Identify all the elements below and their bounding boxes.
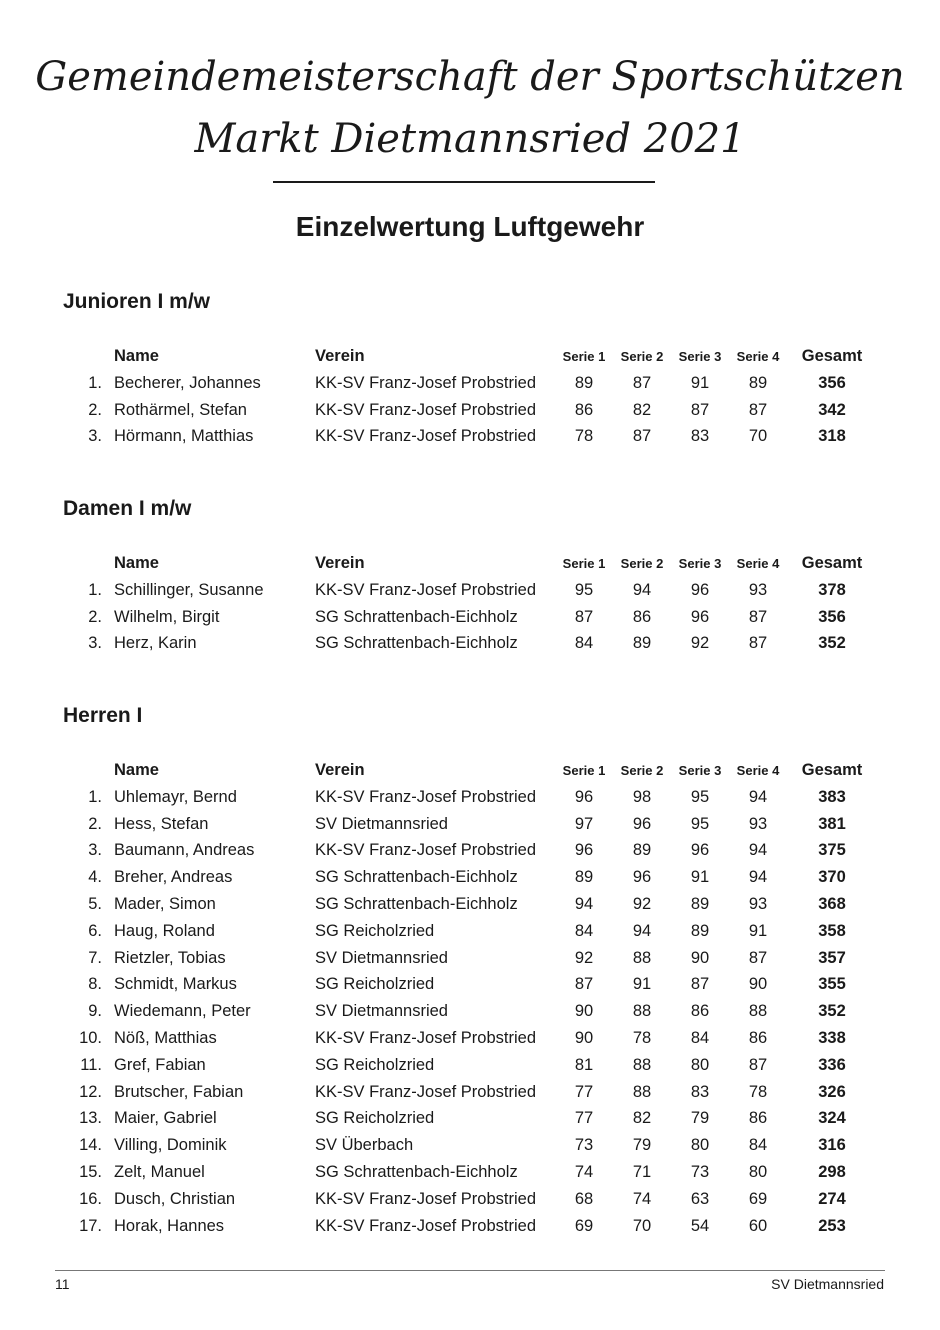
column-header-serie-2: Serie 2: [620, 763, 664, 778]
cell-total: 378: [818, 580, 846, 599]
cell-total: 357: [818, 948, 846, 967]
cell-serie-1: 81: [574, 1055, 594, 1074]
page-number: 11: [55, 1276, 70, 1292]
column-header-name: Name: [114, 347, 159, 365]
cell-serie-2: 94: [632, 580, 652, 599]
table-row: [0, 577, 940, 604]
table-row: [0, 397, 940, 424]
cell-club: SV Dietmannsried: [315, 948, 448, 967]
cell-serie-4: 93: [748, 814, 768, 833]
cell-name: Gref, Fabian: [114, 1055, 206, 1074]
cell-serie-1: 74: [574, 1163, 594, 1181]
cell-serie-4: 87: [748, 400, 768, 419]
cell-serie-1: 73: [574, 1136, 594, 1155]
table-row: [0, 811, 940, 838]
cell-serie-3: 95: [690, 814, 710, 833]
cell-serie-1: 90: [574, 1029, 594, 1047]
cell-serie-3: 84: [690, 1029, 710, 1047]
cell-rank: 12.: [79, 1082, 102, 1101]
cell-name: Wilhelm, Birgit: [114, 607, 220, 626]
page-title-line2: Markt Dietmannsried 2021: [194, 116, 746, 162]
cell-serie-3: 91: [690, 373, 710, 392]
column-header-club: Verein: [315, 761, 365, 779]
table-row: [0, 1105, 940, 1132]
cell-rank: 14.: [79, 1136, 102, 1155]
cell-rank: 2.: [88, 814, 102, 833]
cell-total: 338: [818, 1029, 846, 1047]
footer-divider: [55, 1270, 885, 1271]
cell-serie-4: 87: [748, 1055, 768, 1074]
cell-serie-2: 82: [632, 400, 652, 419]
cell-club: SG Schrattenbach-Eichholz: [315, 1163, 518, 1181]
table-header-row: [0, 343, 940, 370]
table-row: [0, 891, 940, 918]
cell-rank: 9.: [88, 1002, 102, 1021]
cell-name: Rothärmel, Stefan: [114, 400, 247, 419]
cell-serie-4: 89: [748, 373, 768, 392]
cell-serie-3: 73: [690, 1163, 710, 1181]
cell-serie-4: 87: [748, 948, 768, 967]
cell-rank: 2.: [88, 607, 102, 626]
title-divider: [273, 181, 655, 183]
cell-total: 352: [818, 634, 846, 653]
cell-serie-4: 69: [748, 1189, 768, 1208]
cell-serie-2: 89: [632, 634, 652, 653]
cell-serie-3: 79: [690, 1109, 710, 1128]
cell-club: KK-SV Franz-Josef Probstried: [315, 787, 536, 806]
cell-serie-2: 74: [632, 1189, 652, 1208]
cell-club: SV Überbach: [315, 1136, 414, 1155]
cell-serie-2: 91: [632, 975, 652, 994]
cell-name: Hörmann, Matthias: [114, 427, 254, 446]
cell-serie-2: 70: [632, 1216, 652, 1235]
cell-serie-3: 92: [690, 634, 710, 653]
table-row: [0, 630, 940, 657]
cell-serie-3: 80: [690, 1055, 710, 1074]
cell-serie-2: 71: [632, 1163, 652, 1181]
cell-total: 383: [818, 787, 846, 806]
cell-club: KK-SV Franz-Josef Probstried: [315, 1082, 536, 1101]
cell-serie-2: 78: [632, 1029, 652, 1047]
table-row: [0, 1025, 940, 1052]
table-row: [0, 1079, 940, 1106]
cell-total: 368: [818, 895, 846, 913]
cell-total: 298: [818, 1163, 846, 1181]
cell-serie-3: 90: [690, 948, 710, 967]
footer-club-name: SV Dietmannsried: [771, 1276, 884, 1292]
cell-serie-3: 89: [690, 921, 710, 940]
cell-serie-3: 91: [690, 868, 710, 887]
column-header-serie-4: Serie 4: [736, 556, 780, 571]
cell-serie-4: 87: [748, 634, 768, 653]
cell-serie-2: 94: [632, 921, 652, 940]
cell-rank: 3.: [88, 427, 102, 446]
cell-total: 274: [818, 1189, 846, 1208]
cell-total: 355: [818, 975, 846, 994]
cell-club: KK-SV Franz-Josef Probstried: [315, 373, 536, 392]
cell-name: Zelt, Manuel: [114, 1163, 205, 1181]
column-header-serie-4: Serie 4: [736, 349, 780, 364]
cell-serie-1: 89: [574, 373, 594, 392]
cell-rank: 1.: [88, 373, 102, 392]
cell-serie-2: 87: [632, 373, 652, 392]
page-subtitle: Einzelwertung Luftgewehr: [295, 211, 645, 242]
cell-serie-1: 97: [574, 814, 594, 833]
cell-rank: 1.: [88, 787, 102, 806]
cell-serie-1: 89: [574, 868, 594, 887]
cell-name: Brutscher, Fabian: [114, 1082, 244, 1101]
column-header-club: Verein: [315, 347, 365, 365]
cell-total: 352: [818, 1002, 846, 1021]
cell-club: SG Reicholzried: [315, 1109, 435, 1128]
table-header-row: [0, 757, 940, 784]
cell-club: KK-SV Franz-Josef Probstried: [315, 841, 536, 860]
cell-serie-4: 78: [748, 1082, 768, 1101]
cell-club: KK-SV Franz-Josef Probstried: [315, 1216, 536, 1235]
cell-serie-3: 96: [690, 580, 710, 599]
cell-serie-4: 93: [748, 580, 768, 599]
cell-total: 356: [818, 373, 846, 392]
cell-serie-1: 69: [574, 1216, 594, 1235]
cell-name: Schillinger, Susanne: [114, 580, 264, 599]
table-row: [0, 998, 940, 1025]
cell-name: Horak, Hannes: [114, 1216, 225, 1235]
section-title: Junioren I m/w: [63, 290, 211, 313]
column-header-serie-1: Serie 1: [562, 763, 606, 778]
column-header-serie-3: Serie 3: [678, 556, 722, 571]
cell-club: SG Schrattenbach-Eichholz: [315, 634, 518, 653]
column-header-serie-1: Serie 1: [562, 556, 606, 571]
cell-rank: 2.: [88, 400, 102, 419]
cell-serie-2: 87: [632, 427, 652, 446]
column-header-serie-1: Serie 1: [562, 349, 606, 364]
cell-serie-3: 87: [690, 975, 710, 994]
cell-serie-3: 63: [690, 1189, 710, 1208]
cell-serie-3: 83: [690, 1082, 710, 1101]
table-row: [0, 945, 940, 972]
cell-club: KK-SV Franz-Josef Probstried: [315, 1189, 536, 1208]
cell-name: Hess, Stefan: [114, 814, 209, 833]
cell-serie-2: 89: [632, 841, 652, 860]
table-row: [0, 1159, 940, 1186]
cell-serie-2: 86: [632, 607, 652, 626]
cell-total: 358: [818, 921, 846, 940]
cell-name: Schmidt, Markus: [114, 975, 237, 994]
cell-serie-4: 94: [748, 841, 768, 860]
cell-rank: 17.: [79, 1216, 102, 1235]
cell-club: SG Schrattenbach-Eichholz: [315, 895, 518, 913]
cell-total: 318: [818, 427, 846, 446]
cell-serie-2: 88: [632, 1055, 652, 1074]
cell-club: SG Reicholzried: [315, 975, 435, 994]
section-title: Damen I m/w: [63, 497, 192, 520]
table-row: [0, 837, 940, 864]
cell-serie-2: 96: [632, 814, 652, 833]
cell-serie-1: 77: [574, 1082, 594, 1101]
cell-rank: 6.: [88, 921, 102, 940]
cell-serie-4: 87: [748, 607, 768, 626]
cell-serie-3: 87: [690, 400, 710, 419]
cell-serie-4: 90: [748, 975, 768, 994]
cell-rank: 15.: [79, 1163, 102, 1181]
cell-serie-4: 88: [748, 1002, 768, 1021]
cell-club: SG Reicholzried: [315, 1055, 435, 1074]
column-header-total: Gesamt: [801, 347, 863, 365]
cell-rank: 16.: [79, 1189, 102, 1208]
cell-serie-3: 89: [690, 895, 710, 913]
cell-rank: 4.: [88, 868, 102, 887]
cell-name: Wiedemann, Peter: [114, 1002, 251, 1021]
cell-serie-1: 84: [574, 634, 594, 653]
cell-name: Herz, Karin: [114, 634, 197, 653]
column-header-name: Name: [114, 554, 159, 572]
cell-serie-2: 98: [632, 787, 652, 806]
section-title: Herren I: [63, 704, 143, 727]
cell-name: Dusch, Christian: [114, 1189, 236, 1208]
cell-serie-3: 96: [690, 607, 710, 626]
cell-serie-2: 88: [632, 1002, 652, 1021]
cell-serie-1: 87: [574, 607, 594, 626]
table-row: [0, 918, 940, 945]
cell-club: SV Dietmannsried: [315, 1002, 448, 1021]
cell-serie-2: 88: [632, 948, 652, 967]
cell-serie-1: 96: [574, 841, 594, 860]
cell-name: Mader, Simon: [114, 895, 216, 913]
cell-rank: 10.: [79, 1029, 102, 1047]
cell-total: 342: [818, 400, 846, 419]
table-row: [0, 1213, 940, 1240]
cell-total: 370: [818, 868, 846, 887]
table-row: [0, 1132, 940, 1159]
cell-serie-2: 92: [632, 895, 652, 913]
cell-total: 336: [818, 1055, 846, 1074]
cell-club: SV Dietmannsried: [315, 814, 448, 833]
cell-serie-1: 77: [574, 1109, 594, 1128]
cell-serie-1: 90: [574, 1002, 594, 1021]
cell-serie-1: 96: [574, 787, 594, 806]
cell-total: 316: [818, 1136, 846, 1155]
column-header-total: Gesamt: [801, 554, 863, 572]
cell-total: 253: [818, 1216, 846, 1235]
table-row: [0, 971, 940, 998]
cell-serie-2: 82: [632, 1109, 652, 1128]
cell-serie-1: 68: [574, 1189, 594, 1208]
cell-serie-1: 78: [574, 427, 594, 446]
table-row: [0, 1052, 940, 1079]
cell-name: Villing, Dominik: [114, 1136, 227, 1155]
cell-total: 326: [818, 1082, 846, 1101]
cell-name: Breher, Andreas: [114, 868, 233, 887]
cell-serie-4: 80: [748, 1163, 768, 1181]
column-header-serie-3: Serie 3: [678, 349, 722, 364]
cell-total: 375: [818, 841, 846, 860]
cell-club: KK-SV Franz-Josef Probstried: [315, 427, 536, 446]
cell-serie-4: 60: [748, 1216, 768, 1235]
table-header-row: [0, 550, 940, 577]
cell-serie-3: 95: [690, 787, 710, 806]
column-header-total: Gesamt: [801, 761, 863, 779]
column-header-serie-4: Serie 4: [736, 763, 780, 778]
cell-serie-4: 84: [748, 1136, 768, 1155]
cell-total: 356: [818, 607, 846, 626]
cell-serie-2: 88: [632, 1082, 652, 1101]
cell-serie-4: 93: [748, 895, 768, 913]
cell-club: SG Schrattenbach-Eichholz: [315, 607, 518, 626]
cell-serie-2: 96: [632, 868, 652, 887]
table-row: [0, 864, 940, 891]
cell-rank: 1.: [88, 580, 102, 599]
cell-name: Uhlemayr, Bernd: [114, 787, 237, 806]
page-title-line1: Gemeindemeisterschaft der Sportschützen: [35, 54, 905, 100]
cell-name: Rietzler, Tobias: [114, 948, 226, 967]
cell-serie-1: 86: [574, 400, 594, 419]
cell-serie-4: 94: [748, 787, 768, 806]
cell-serie-4: 70: [748, 427, 768, 446]
cell-serie-3: 80: [690, 1136, 710, 1155]
cell-serie-2: 79: [632, 1136, 652, 1155]
cell-club: SG Reicholzried: [315, 921, 435, 940]
cell-rank: 3.: [88, 841, 102, 860]
cell-rank: 11.: [80, 1055, 102, 1074]
cell-serie-4: 86: [748, 1029, 768, 1047]
table-row: [0, 604, 940, 631]
table-row: [0, 1186, 940, 1213]
cell-serie-4: 94: [748, 868, 768, 887]
cell-club: KK-SV Franz-Josef Probstried: [315, 400, 536, 419]
column-header-name: Name: [114, 761, 159, 779]
column-header-club: Verein: [315, 554, 365, 572]
cell-name: Haug, Roland: [114, 921, 215, 940]
cell-serie-4: 86: [748, 1109, 768, 1128]
cell-serie-3: 83: [690, 427, 710, 446]
cell-serie-1: 92: [574, 948, 594, 967]
cell-serie-3: 96: [690, 841, 710, 860]
cell-serie-4: 91: [748, 921, 768, 940]
cell-serie-1: 87: [574, 975, 594, 994]
cell-serie-1: 95: [574, 580, 594, 599]
cell-serie-3: 86: [690, 1002, 710, 1021]
cell-serie-1: 84: [574, 921, 594, 940]
table-row: [0, 423, 940, 450]
cell-name: Maier, Gabriel: [114, 1109, 217, 1128]
column-header-serie-2: Serie 2: [620, 349, 664, 364]
cell-total: 381: [818, 814, 846, 833]
cell-rank: 7.: [88, 948, 102, 967]
cell-name: Nöß, Matthias: [114, 1029, 217, 1047]
column-header-serie-3: Serie 3: [678, 763, 722, 778]
cell-serie-1: 94: [574, 895, 594, 913]
cell-name: Baumann, Andreas: [114, 841, 255, 860]
cell-rank: 3.: [88, 634, 102, 653]
column-header-serie-2: Serie 2: [620, 556, 664, 571]
cell-club: SG Schrattenbach-Eichholz: [315, 868, 518, 887]
cell-serie-3: 54: [690, 1216, 710, 1235]
cell-total: 324: [818, 1109, 846, 1128]
cell-club: KK-SV Franz-Josef Probstried: [315, 580, 536, 599]
cell-rank: 5.: [88, 895, 102, 913]
table-row: [0, 370, 940, 397]
cell-name: Becherer, Johannes: [114, 373, 261, 392]
cell-rank: 8.: [88, 975, 102, 994]
table-row: [0, 784, 940, 811]
cell-rank: 13.: [79, 1109, 102, 1128]
cell-club: KK-SV Franz-Josef Probstried: [315, 1029, 536, 1047]
